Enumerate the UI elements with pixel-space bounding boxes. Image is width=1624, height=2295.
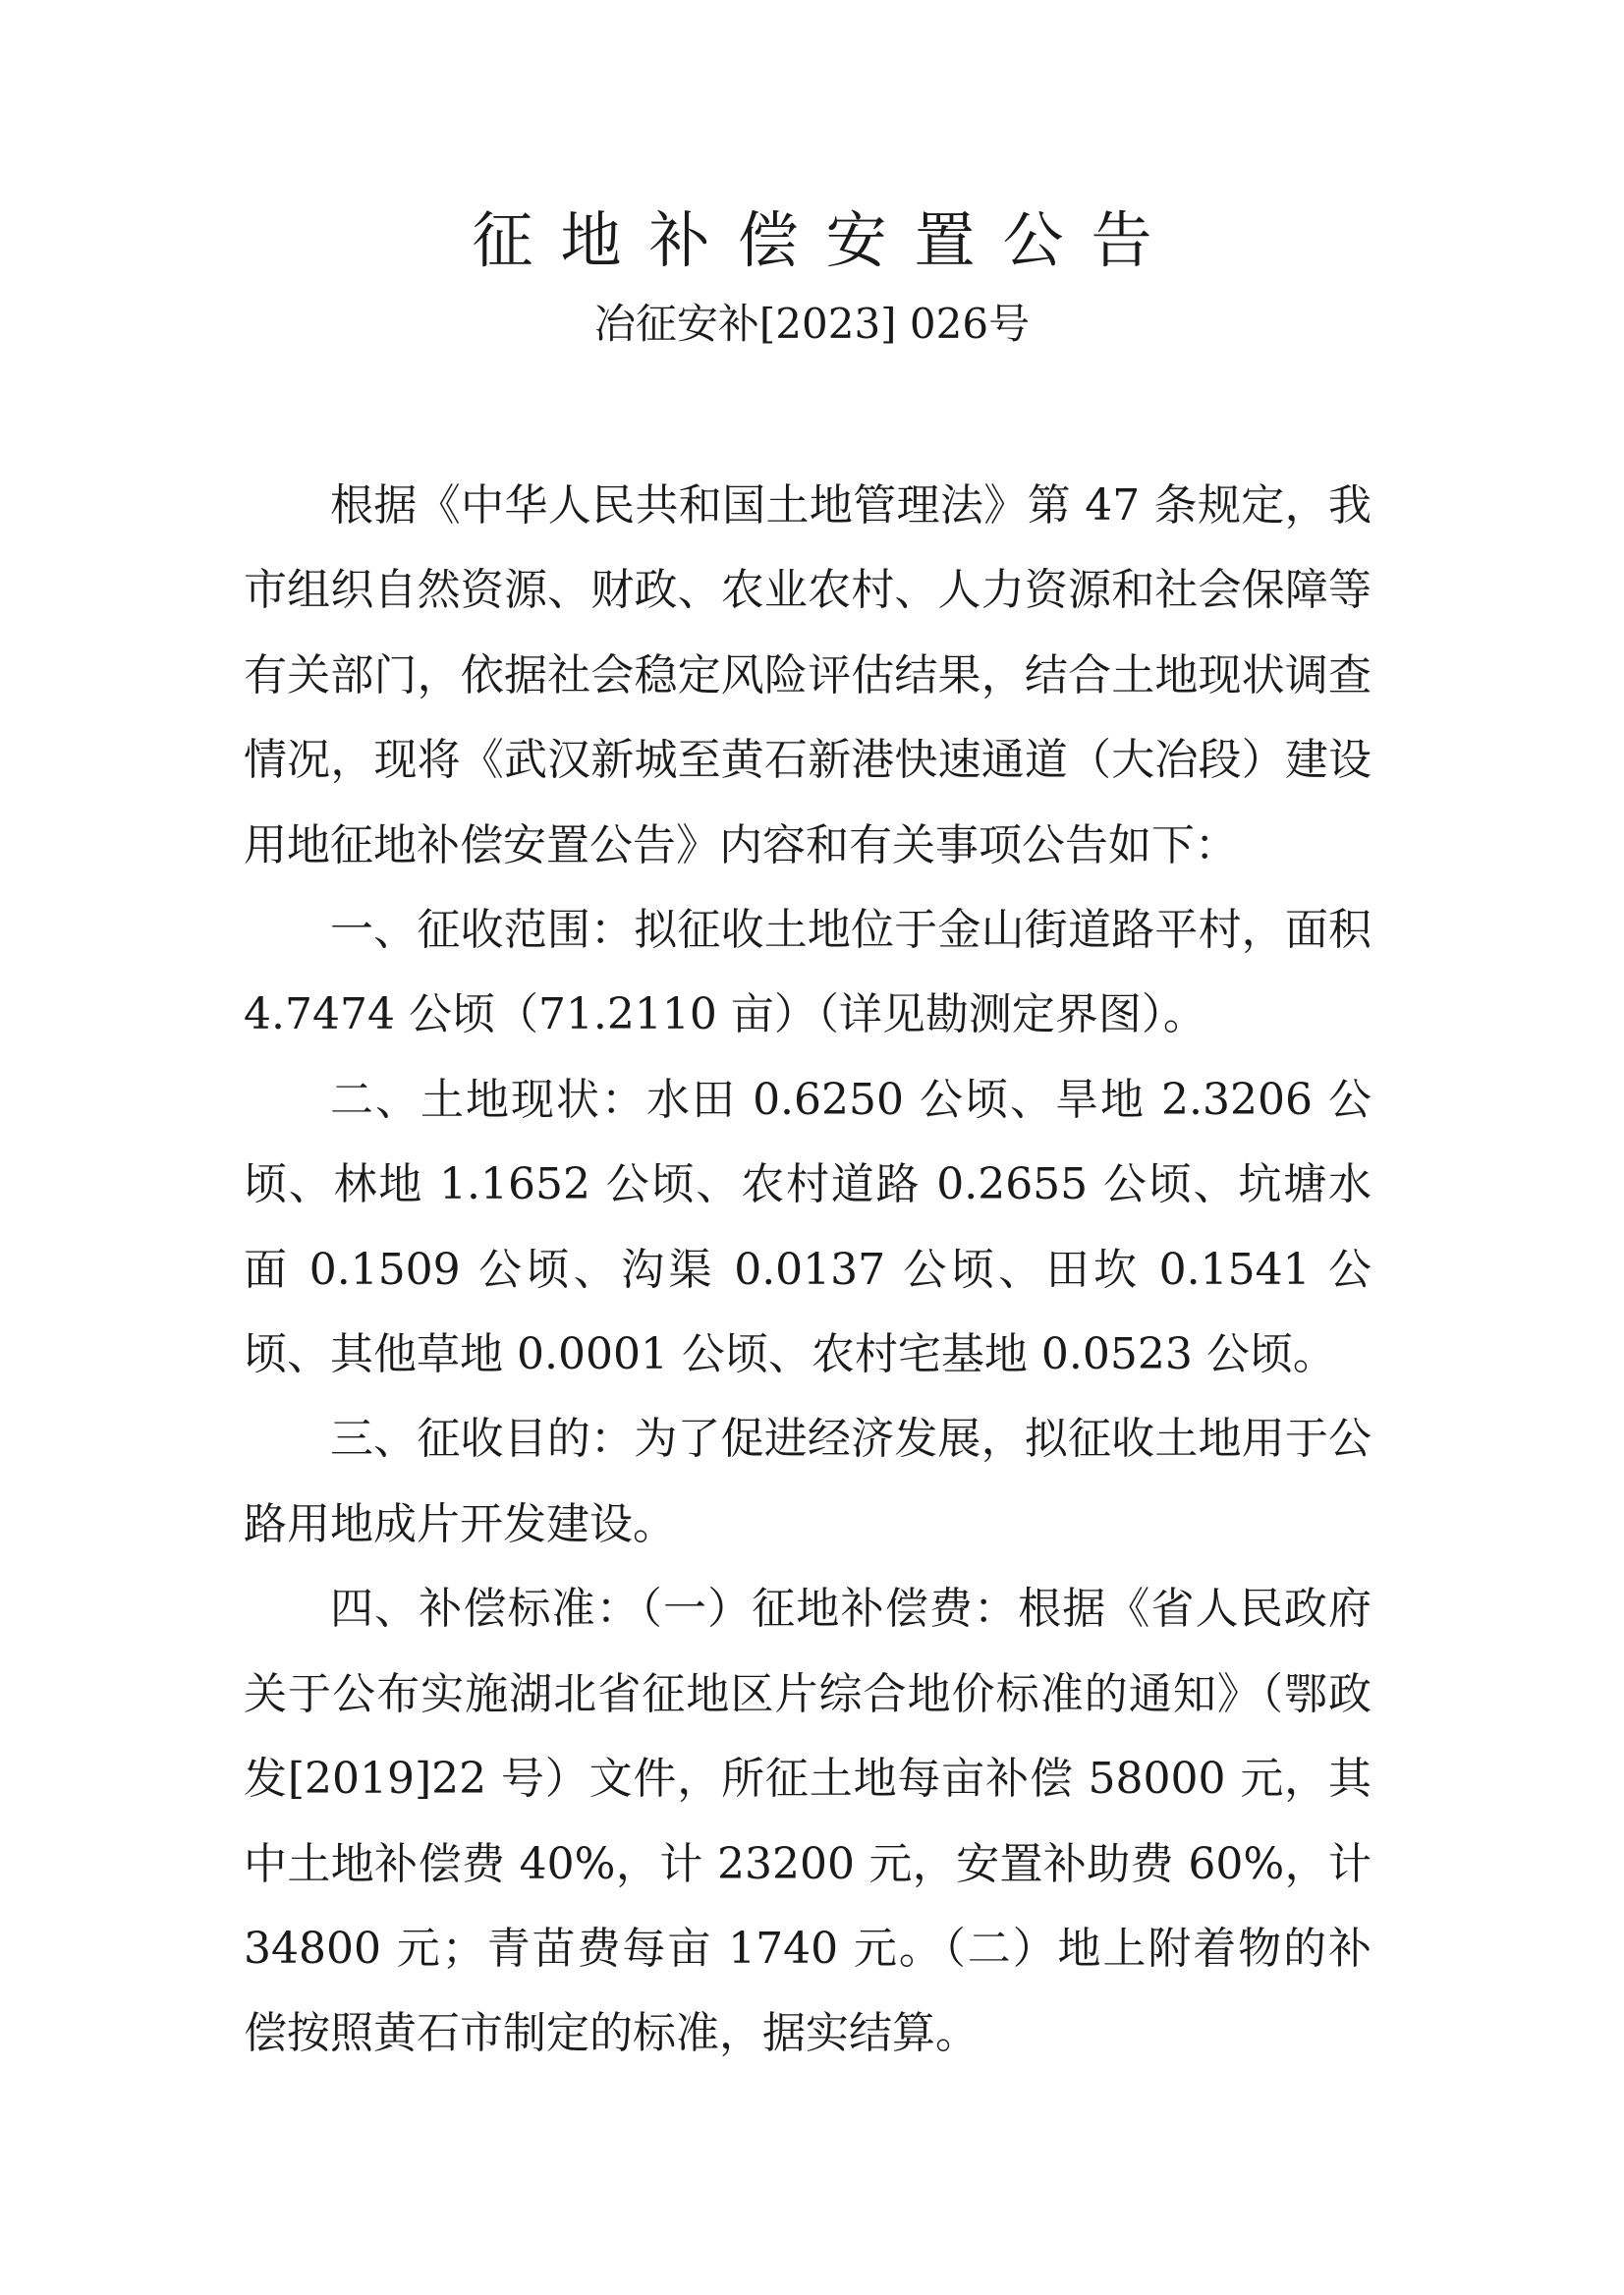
paragraph-land-status: 二、土地现状：水田 0.6250 公顷、旱地 2.3206 公顷、林地 1.1652 公顷、农村道路 0.2655 公顷、坑塘水面 0.1509 公顷、沟渠 0.0137 公顷、田坎 0.1541 公顷、其他草地 0.0001 公顷、农村宅基地 0.0523 公顷。 [244, 1074, 1372, 1380]
document-number: 冶征安补[2023] 026号 [593, 300, 1031, 348]
paragraph-intro: 根据《中华人民共和国土地管理法》第 47 条规定，我市组织自然资源、财政、农业农村、人力资源和社会保障等有关部门，依据社会稳定风险评估结果，结合土地现状调查情况，现将《武汉新城至黄石新港快速通道（大冶段）建设用地征地补偿安置公告》内容和有关事项公告如下： [244, 480, 1372, 870]
document-title: 征地补偿安置公告 [472, 204, 1180, 276]
document-body [244, 464, 1372, 2077]
paragraph-scope: 一、征收范围：拟征收土地位于金山街道路平村，面积 4.7474 公顷（71.2110 亩）（详见勘测定界图）。 [244, 905, 1372, 1040]
paragraph-compensation: 四、补偿标准：（一）征地补偿费：根据《省人民政府关于公布实施湖北省征地区片综合地价标准的通知》（鄂政发[2019]22 号）文件，所征土地每亩补偿 58000 元，其中土地补偿费 40%，计 23200 元，安置补助费 60%，计 34800 元；青苗费每亩 1740 元。（二）地上附着物的补偿按照黄石市制定的标准，据实结算。 [244, 1584, 1372, 2059]
paragraph-purpose: 三、征收目的：为了促进经济发展，拟征收土地用于公路用地成片开发建设。 [244, 1414, 1372, 1549]
